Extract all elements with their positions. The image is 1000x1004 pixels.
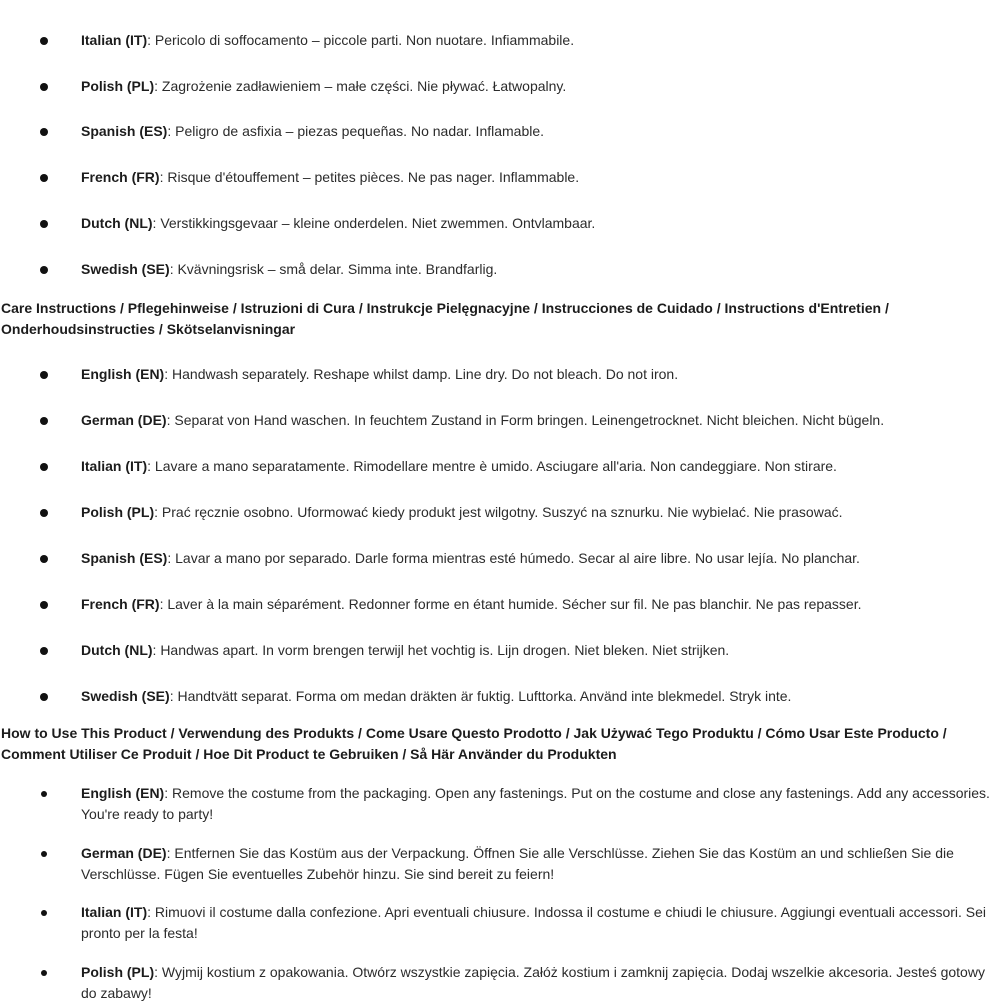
bullet-icon — [41, 970, 47, 976]
language-label: Dutch (NL) — [81, 642, 153, 658]
list-item-text: : Kvävningsrisk – små delar. Simma inte. Brandfarlig. — [169, 261, 498, 277]
language-label: French (FR) — [81, 169, 160, 185]
bullet-icon — [40, 417, 48, 425]
bullet-icon — [40, 647, 48, 655]
bullet-icon — [40, 128, 48, 136]
bullet-icon — [40, 693, 48, 701]
language-label: Polish (PL) — [81, 504, 155, 520]
language-label: English (EN) — [81, 785, 165, 801]
list-item-text: : Handwas apart. In vorm brengen terwijl het vochtig is. Lijn drogen. Niet bleken. Niet strijken. — [152, 642, 730, 658]
bullet-icon — [40, 601, 48, 609]
language-label: Swedish (SE) — [81, 261, 170, 277]
list-item-text: : Laver à la main séparément. Redonner forme en étant humide. Sécher sur fil. Ne pas blanchir. Ne pas repasser. — [159, 596, 862, 612]
language-label: Italian (IT) — [81, 32, 148, 48]
bullet-icon — [40, 371, 48, 379]
bullet-icon — [41, 851, 47, 857]
language-label: French (FR) — [81, 596, 160, 612]
list-item-text: : Pericolo di soffocamento – piccole parti. Non nuotare. Infiammabile. — [147, 32, 575, 48]
list-item-text: : Prać ręcznie osobno. Uformować kiedy produkt jest wilgotny. Suszyć na sznurku. Nie wybielać. Nie prasować. — [154, 504, 843, 520]
list-item-text: : Risque d'étouffement – petites pièces. Ne pas nager. Inflammable. — [159, 169, 580, 185]
list-item-text: : Separat von Hand waschen. In feuchtem Zustand in Form bringen. Leinengetrocknet. Nicht bleichen. Nicht bügeln. — [166, 412, 885, 428]
language-label: Italian (IT) — [81, 458, 148, 474]
bullet-icon — [40, 509, 48, 517]
list-item-text: : Rimuovi il costume dalla confezione. Apri eventuali chiusure. Indossa il costume e chiudi le chiusure. Aggiungi eventuali accessori. Sei pronto per la festa! — [81, 904, 987, 941]
list-item-text: : Entfernen Sie das Kostüm aus der Verpackung. Öffnen Sie alle Verschlüsse. Ziehen Sie das Kostüm an und schließen Sie die Verschlüsse. Fügen Sie eventuelles Zubehör hinzu. Sie sind bereit zu feiern! — [81, 845, 954, 882]
bullet-icon — [41, 910, 47, 916]
bullet-icon — [40, 174, 48, 182]
usage-section-heading: How to Use This Product / Verwendung des Produkts / Come Usare Questo Prodotto / Jak Używać Tego Produktu / Cómo Usar Este Producto / Comment Utiliser Ce Produit / Hoe Dit Product te Gebruiken / Så Här Använder du Produkten — [1, 725, 947, 762]
bullet-icon — [40, 37, 48, 45]
list-item-text: : Lavare a mano separatamente. Rimodellare mentre è umido. Asciugare all'aria. Non candeggiare. Non stirare. — [147, 458, 837, 474]
list-item-text: : Verstikkingsgevaar – kleine onderdelen. Niet zwemmen. Ontvlambaar. — [152, 215, 596, 231]
language-label: Italian (IT) — [81, 904, 148, 920]
bullet-icon — [40, 555, 48, 563]
list-item-text: : Remove the costume from the packaging. Open any fastenings. Put on the costume and close any fastenings. Add any accessories. You're ready to party! — [81, 785, 990, 822]
language-label: Dutch (NL) — [81, 215, 153, 231]
language-label: German (DE) — [81, 412, 167, 428]
bullet-icon — [41, 791, 47, 797]
language-label: German (DE) — [81, 845, 167, 861]
language-label: Spanish (ES) — [81, 550, 168, 566]
list-item-text: : Wyjmij kostium z opakowania. Otwórz wszystkie zapięcia. Załóż kostium i zamknij zapięcia. Dodaj wszelkie akcesoria. Jesteś gotowy do zabawy! — [81, 964, 985, 1001]
language-label: Polish (PL) — [81, 78, 155, 94]
bullet-icon — [40, 463, 48, 471]
list-item-text: : Peligro de asfixia – piezas pequeñas. No nadar. Inflamable. — [167, 123, 545, 139]
list-item-text: : Lavar a mano por separado. Darle forma mientras esté húmedo. Secar al aire libre. No usar lejía. No planchar. — [167, 550, 860, 566]
list-item-text: : Handtvätt separat. Forma om medan dräkten är fuktig. Lufttorka. Använd inte blekmedel. Stryk inte. — [169, 688, 792, 704]
language-label: English (EN) — [81, 366, 165, 382]
language-label: Polish (PL) — [81, 964, 155, 980]
language-label: Swedish (SE) — [81, 688, 170, 704]
bullet-icon — [40, 83, 48, 91]
bullet-icon — [40, 266, 48, 274]
bullet-icon — [40, 220, 48, 228]
language-label: Spanish (ES) — [81, 123, 168, 139]
care-section-heading: Care Instructions / Pflegehinweise / Istruzioni di Cura / Instrukcje Pielęgnacyjne / Instrucciones de Cuidado / Instructions d'Entretien / Onderhoudsinstructies / Skötselanvisningar — [1, 300, 889, 337]
list-item-text: : Zagrożenie zadławieniem – małe części. Nie pływać. Łatwopalny. — [154, 78, 567, 94]
list-item-text: : Handwash separately. Reshape whilst damp. Line dry. Do not bleach. Do not iron. — [164, 366, 679, 382]
